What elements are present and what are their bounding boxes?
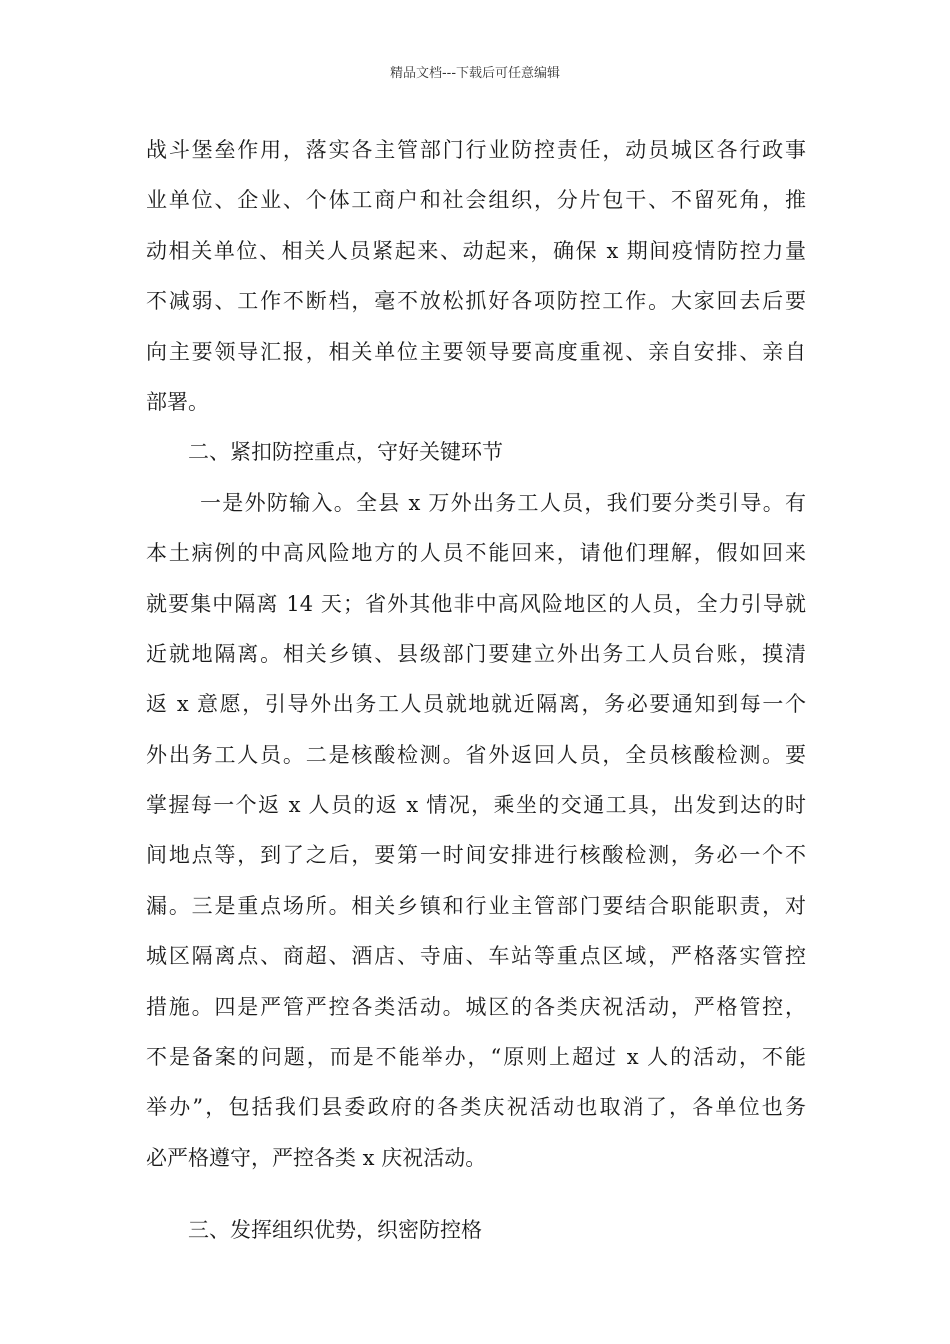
- text-line: 不是备案的问题，而是不能举办，“原则上超过 x 人的活动，不能: [146, 1045, 806, 1070]
- text-line: 外出务工人员。二是核酸检测。省外返回人员，全员核酸检测。要: [146, 742, 806, 767]
- paragraph-gap: [146, 1183, 806, 1205]
- page-header: 精品文档---下载后可任意编辑: [389, 66, 561, 81]
- text-line: 动相关单位、相关人员紧起来、动起来，确保 x 期间疫情防控力量: [146, 238, 806, 263]
- text-line: 战斗堡垒作用，落实各主管部门行业防控责任，动员城区各行政事: [146, 138, 806, 162]
- text-line: 返 x 意愿，引导外出务工人员就地就近隔离，务必要通知到每一个: [146, 692, 806, 717]
- text-line: 部署。: [146, 389, 209, 414]
- text-line: 举办”，包括我们县委政府的各类庆祝活动也取消了，各单位也务: [146, 1095, 806, 1120]
- text-line: 近就地隔离。相关乡镇、县级部门要建立外出务工人员台账，摸清: [146, 641, 806, 666]
- text-line: 间地点等，到了之后，要第一时间安排进行核酸检测，务必一个不: [146, 843, 806, 868]
- text-line: 本土病例的中高风险地方的人员不能回来，请他们理解，假如回来: [146, 541, 806, 566]
- section-heading-2: 二、紧扣防控重点，守好关键环节: [188, 440, 503, 465]
- text-line: 就要集中隔离 14 天；省外其他非中高风险地区的人员，全力引导就: [146, 591, 806, 616]
- text-line: 业单位、企业、个体工商户和社会组织，分片包干、不留死角，推: [146, 188, 806, 213]
- text-line: 掌握每一个返 x 人员的返 x 情况，乘坐的交通工具，出发到达的时: [146, 793, 806, 818]
- text-line: 必严格遵守，严控各类 x 庆祝活动。: [146, 1145, 487, 1170]
- text-line: 漏。三是重点场所。相关乡镇和行业主管部门要结合职能职责，对: [146, 893, 806, 918]
- text-line: 措施。四是严管严控各类活动。城区的各类庆祝活动，严格管控，: [146, 994, 806, 1019]
- document-body: [146, 125, 806, 1256]
- section-heading-3: 三、发挥组织优势，织密防控格: [188, 1218, 482, 1243]
- text-line: 一是外防输入。全县 x 万外出务工人员，我们要分类引导。有: [200, 490, 806, 515]
- text-line: 城区隔离点、商超、酒店、寺庙、车站等重点区域，严格落实管控: [146, 944, 806, 969]
- text-line: 不减弱、工作不断档，毫不放松抓好各项防控工作。大家回去后要: [146, 289, 806, 314]
- text-line: 向主要领导汇报，相关单位主要领导要高度重视、亲自安排、亲自: [146, 339, 806, 364]
